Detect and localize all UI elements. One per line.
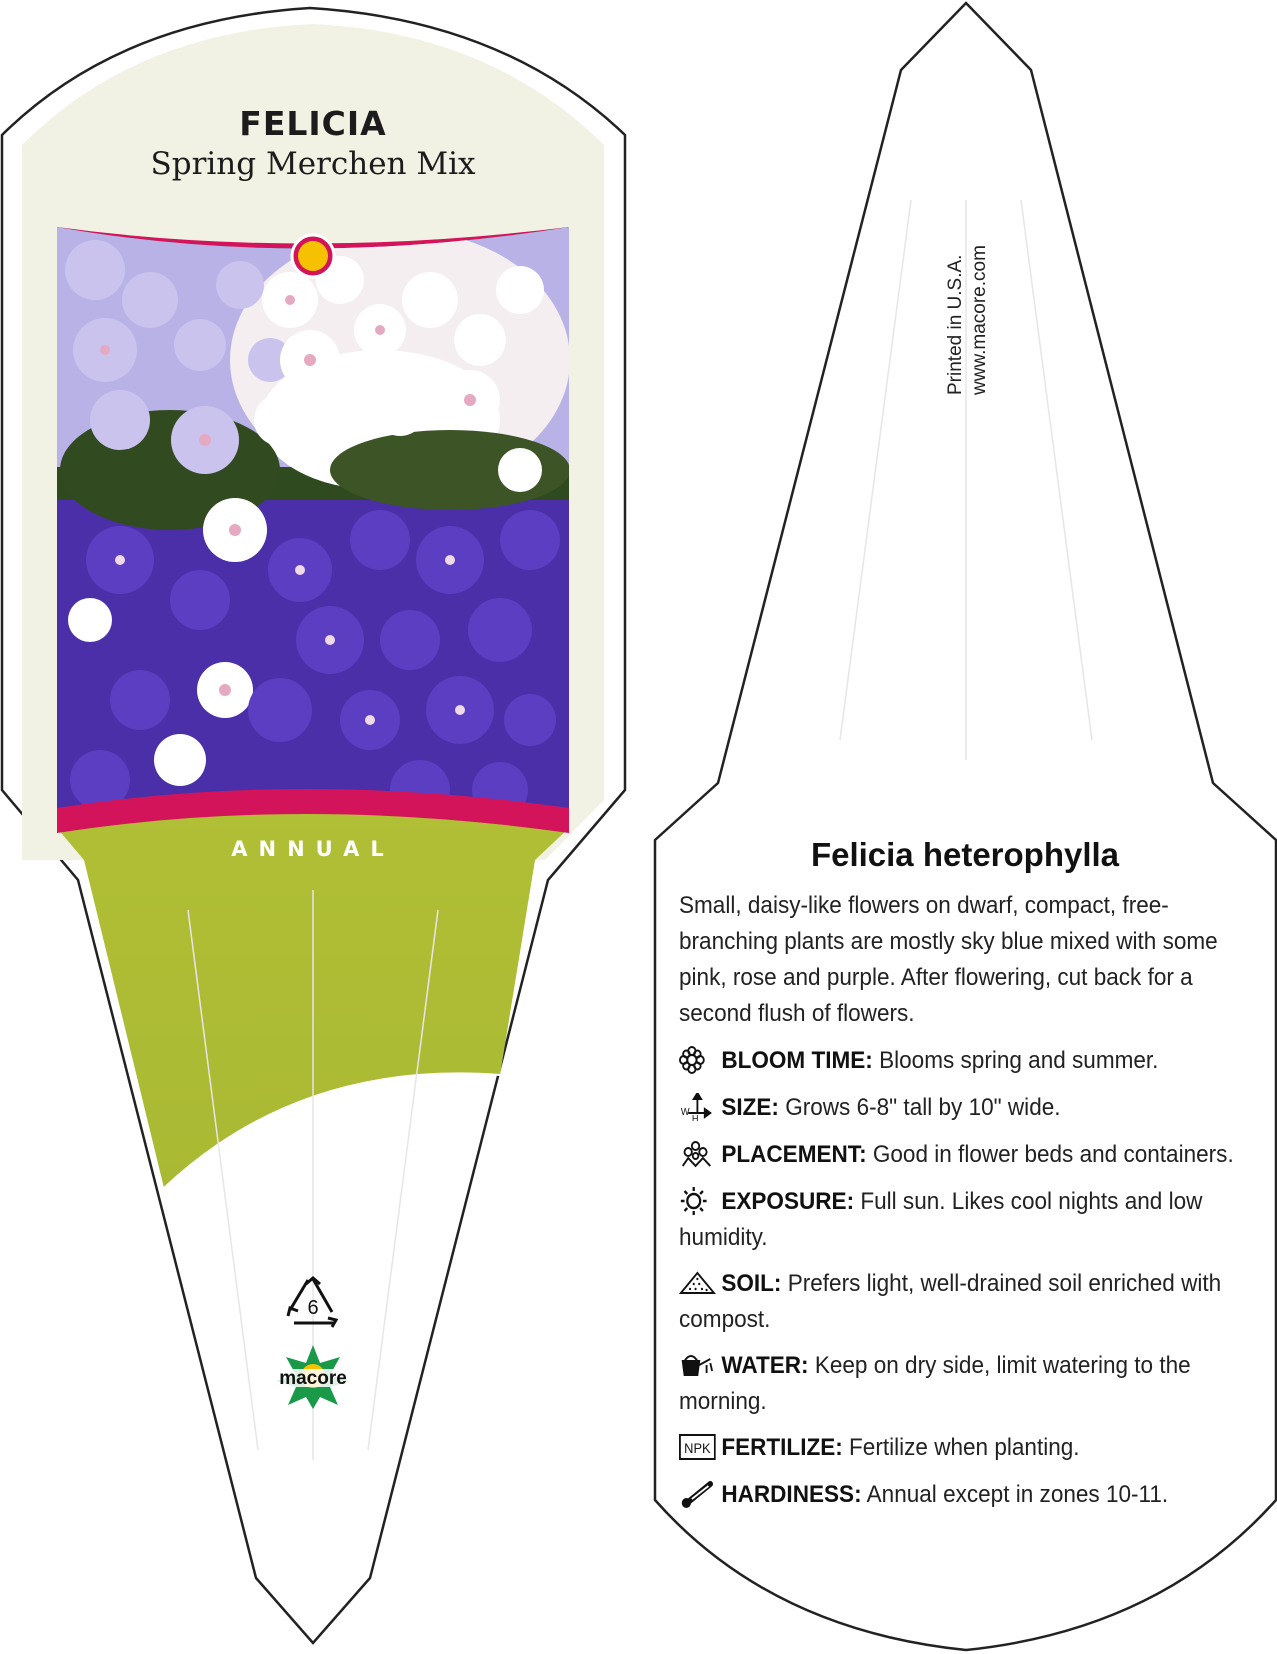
bloom-icon <box>679 1046 716 1074</box>
care-text: Blooms spring and summer. <box>879 1047 1159 1074</box>
logo-wordmark: macore <box>279 1368 347 1389</box>
recycle-code: 6 <box>307 1297 319 1319</box>
care-item-fertilize <box>679 1430 1254 1466</box>
flower-photo <box>57 227 570 830</box>
care-item-exposure <box>679 1184 1254 1256</box>
placement-icon <box>679 1140 716 1168</box>
species-name: Felicia heterophylla <box>810 836 1120 873</box>
thermometer-icon <box>679 1480 716 1508</box>
plant-category: ANNUAL <box>231 837 395 861</box>
care-text: Full sun. Likes cool nights and low humidity. <box>679 1188 1203 1251</box>
printed-in-usa-note <box>944 195 990 395</box>
care-label: EXPOSURE: <box>721 1188 855 1215</box>
care-label: WATER: <box>721 1352 809 1379</box>
care-item-hardiness <box>679 1477 1254 1513</box>
care-item-soil <box>679 1266 1254 1338</box>
care-item-placement <box>679 1137 1254 1173</box>
macore-logo <box>270 1343 356 1409</box>
care-text: Fertilize when planting. <box>849 1434 1080 1461</box>
care-item-water <box>679 1348 1254 1420</box>
svg-text:H: H <box>691 1113 699 1121</box>
care-text: Prefers light, well-drained soil enriched with compost. <box>679 1270 1222 1333</box>
npk-icon <box>679 1433 716 1461</box>
printed-origin: Printed in U.S.A. <box>945 254 966 395</box>
svg-text:NPK: NPK <box>684 1440 711 1457</box>
care-label: BLOOM TIME: <box>721 1047 873 1074</box>
printed-website: www.macore.com <box>969 245 990 395</box>
size-icon <box>679 1093 716 1121</box>
soil-icon <box>679 1269 716 1297</box>
care-label: SIZE: <box>721 1094 779 1121</box>
care-text: Good in flower beds and containers. <box>872 1141 1234 1168</box>
watering-can-icon <box>679 1351 716 1379</box>
care-text: Grows 6-8" tall by 10" wide. <box>785 1094 1061 1121</box>
care-label: FERTILIZE: <box>721 1434 843 1461</box>
sun-icon <box>679 1187 716 1215</box>
svg-text:W: W <box>680 1106 690 1119</box>
care-item-bloom-time <box>679 1043 1254 1079</box>
care-item-size <box>679 1090 1254 1126</box>
care-label: HARDINESS: <box>721 1481 862 1508</box>
care-label: PLACEMENT: <box>721 1141 867 1168</box>
plant-description: Small, daisy-like flowers on dwarf, compact, free-branching plants are mostly sky blue mixed with some pink, rose and purple. After flowering, cut back for a second flush of flowers. <box>679 892 1218 1027</box>
care-text: Annual except in zones 10-11. <box>866 1481 1169 1508</box>
recycle-icon <box>284 1276 342 1332</box>
plant-name: FELICIA <box>239 104 387 143</box>
variety-name: Spring Merchen Mix <box>150 146 476 182</box>
care-text: Keep on dry side, limit watering to the morning. <box>679 1352 1191 1415</box>
care-label: SOIL: <box>721 1270 782 1297</box>
